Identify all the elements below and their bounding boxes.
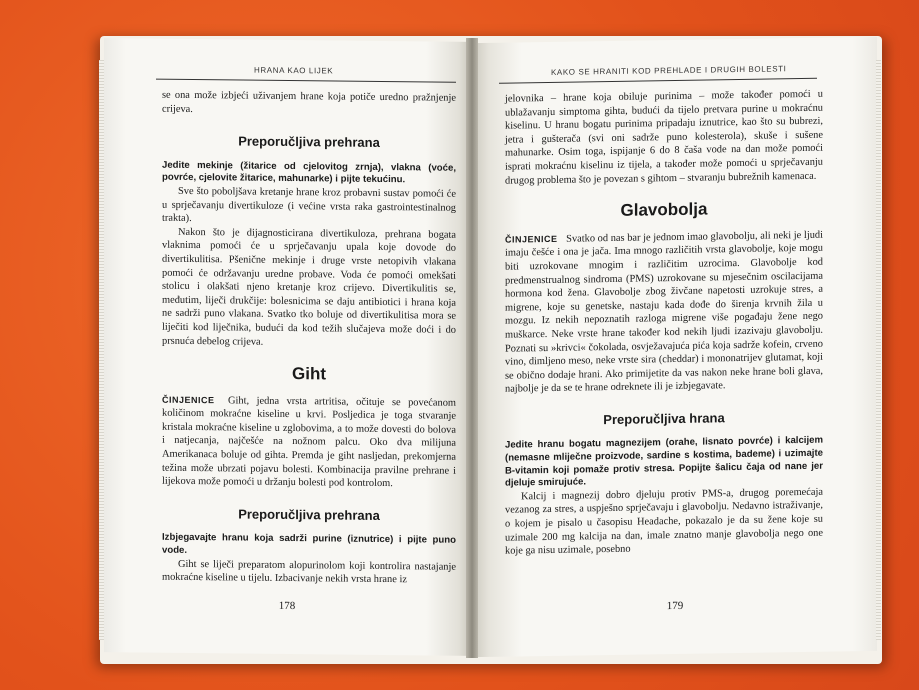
running-head: HRANA KAO LIJEK bbox=[254, 65, 334, 76]
header-rule bbox=[499, 78, 817, 84]
facts-text: Svatko od nas bar je jednom imao glavobolju, ali neki je ljudi imaju češće i ona je jača. Ima mnogo različitih vrsta glavobolje, koje mogu biti uzrokovane mnogim i različitim uzrocima. Glavobolje kod predmenstrualnog sindroma (PMS) uzrokovane su mjesečnim oscilacijama hormona kod žena. Glavobolje zbog živčane napetosti uzrokuje stres, a migrene, koje su genetske, nastaju kada dođe do širenja krvnih žila u mozgu. Iz nekih nepoznatih razloga migrene više pogađaju žene nego muškarce. Neke vrste hrane također kod nekih ljudi izazivaju glavobolju. Poznati su »krivci« čokolada, osvježavajuća pića koja sadrže kofein, crveno vino, dimljeno meso, neke vrste sira (cheddar) i mononatrijev glutamat, koji se obično dodaje hrani. Ako primijetite da vas nakon neke hrane boli glava, najbolje je da se te hrane odreknete ili je izbjegavate. bbox=[505, 229, 823, 395]
facts-text: Giht, jedna vrsta artritisa, očituje se povećanom količinom mokraćne kiseline u krvi. Posljedica je toga stvaranje kristala mokraćne kiseline u zglobovima, a to može dovesti do bolova i natjecanja, najčešće na nožnom palcu. Oko dva milijuna Amerikanaca boluje od gihta. Premda je giht nasljedan, prekomjerna težina može ubrzati pojavu bolesti. Kombinacija pravilne prehrane i lijekova može pomoći u držanju bolesti pod kontrolom. bbox=[162, 395, 456, 490]
advice-box: Jedite hranu bogatu magnezijem (orahe, lisnato povrće) i kalcijem (nemasne mliječne proizvode, sardine s kostima, bademe) i uzimajte B-vitamin koji pomaže protiv stresa. Popijte šalicu čaja od nane jer djeluje smirujuće. bbox=[505, 435, 823, 489]
paragraph: Sve što poboljšava kretanje hrane kroz probavni sustav pomoći će u sprječavanju divertikuloze (i većine vrsta raka gastrointestinalnog trakta). bbox=[162, 185, 456, 225]
page-number: 179 bbox=[666, 599, 684, 613]
header-rule bbox=[156, 79, 456, 83]
paragraph: Nakon što je dijagnosticirana divertikuloza, prehrana bogata vlaknima pomoći će u sprječavanju upala koje dovode do divertikulitisa. Pšenične mekinje i druge vrste netopivih vlakana pomoći će održavanju uredne probave. Voda će pomoći omekšati stolicu i olakšati njeno kretanje kroz crijevo. Divertikulitis se, međutim, liječi drukčije: bolesnicima se daju antibiotici i hrana koja ne sadrži puno vlakana. Svatko tko boluje od divertikulitisa mora se liječiti kod liječnika, budući da kod težih slučajeva može doći i do prsnuća debelog crijeva. bbox=[162, 226, 456, 348]
section-heading: Preporučljiva hrana bbox=[603, 410, 725, 428]
book-gutter bbox=[466, 38, 478, 658]
right-page bbox=[473, 37, 877, 657]
advice-box: Jedite mekinje (žitarice od cjelovitog zrnja), vlakna (voće, povrće, cjelovite žitarice, mahunarke) i pijte tekućinu. bbox=[162, 159, 456, 186]
page-edges-left bbox=[99, 60, 104, 640]
intro-paragraph: se ona može izbjeći uživanjem hrane koja potiče uredno pražnjenje crijeva. bbox=[162, 89, 456, 115]
paragraph: Kalcij i magnezij dobro djeluju protiv PMS-a, drugog poremećaja vezanog za stres, a uspješno sprječavaju i glavobolju. Nedavno istraživanje, o kojem je pisalo u časopisu Headache, pokazalo je da su žene koje su uzimale 200 mg kalcija na dan, imale znatno manje glavobolja nego one koje ga nisu uzimale, posebno bbox=[505, 486, 823, 557]
facts-label: ČINJENICE bbox=[162, 394, 215, 405]
chapter-heading: Glavobolja bbox=[620, 199, 708, 221]
chapter-heading: Giht bbox=[292, 364, 326, 384]
section-heading: Preporučljiva prehrana bbox=[238, 506, 380, 523]
advice-box: Izbjegavajte hranu koja sadrži purine (iznutrice) i pijte puno vode. bbox=[162, 532, 456, 556]
left-page-text bbox=[162, 89, 456, 588]
facts-label: ČINJENICE bbox=[505, 233, 558, 245]
section-heading: Preporučljiva prehrana bbox=[238, 133, 380, 151]
left-page bbox=[104, 38, 470, 656]
running-head: KAKO SE HRANITI KOD PREHLADE I DRUGIH BOLESTI bbox=[551, 64, 787, 77]
right-page-text bbox=[505, 88, 823, 559]
page-number: 178 bbox=[278, 599, 296, 613]
page-edges-right bbox=[876, 60, 881, 640]
intro-paragraph: jelovnika – hrane koja obiluje purinima – može također pomoći u ublažavanju simptoma gihta, budući da tijelo pretvara purine u mokraćnu kiselinu. U hranu bogatu purinima pripadaju iznutrice, kao što su bubrezi, jetra i gušterača (svi oni sadrže puno kolesterola), skuše i sušene mahunarke. Osim toga, ispijanje 6 do 8 čaša vode na dan može pomoći isprati mokraćnu kiselinu iz tijela, a također može pomoći u sprječavanju drugog problema što je povezan s gihtom – stvaranju bubrežnih kamenaca. bbox=[505, 88, 823, 187]
paragraph: Giht se liječi preparatom alopurinolom koji kontrolira nastajanje mokraćne kiseline u tijelu. Izbacivanje nekih vrsta hrane iz bbox=[162, 558, 456, 586]
